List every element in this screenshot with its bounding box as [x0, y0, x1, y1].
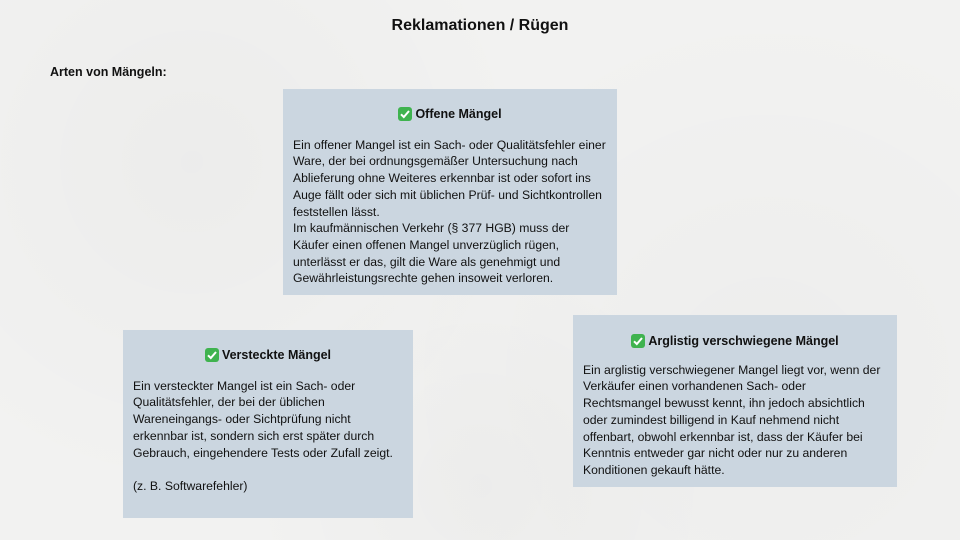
- card-paragraph: (z. B. Softwarefehler): [133, 478, 248, 493]
- card-body: [293, 137, 607, 287]
- check-mark-icon: [631, 334, 645, 348]
- slide-title: Reklamationen / Rügen: [391, 17, 569, 34]
- card-offene-maengel: [283, 89, 617, 295]
- check-mark-icon: [205, 348, 219, 362]
- card-paragraph: Im kaufmännischen Verkehr (§ 377 HGB) muss der Käufer einen offenen Mangel unverzüglich rügen, unterlässt er das, gilt die Ware als genehmigt und Gewährleistungsrechte gehen insoweit verloren.: [293, 221, 570, 286]
- card-heading: Arglistig verschwiegene Mängel: [648, 334, 839, 348]
- card-header: [583, 333, 887, 350]
- card-paragraph: Ein versteckter Mangel ist ein Sach- oder Qualitätsfehler, der bei der üblichen Wareneingangs- oder Sichtprüfung nicht erkennbar ist, sondern sich erst später durch Gebrauch, eingehendere Tests oder Zufall zeigt.: [133, 378, 393, 460]
- card-heading: Versteckte Mängel: [221, 348, 332, 362]
- card-paragraph: Ein offener Mangel ist ein Sach- oder Qualitätsfehler einer Ware, der bei ordnungsgemäßer Untersuchung nach Ablieferung ohne Weiteres erkennbar ist oder sofort ins Auge fällt oder sich mit üblichen Prüf- und Sichtkontrollen feststellen lässt.: [293, 137, 606, 219]
- card-body: [133, 378, 403, 495]
- card-heading: Offene Mängel: [415, 107, 502, 121]
- card-body: [583, 362, 887, 479]
- card-versteckte-maengel: [123, 330, 413, 518]
- card-header: [293, 106, 607, 123]
- section-subtitle: Arten von Mängeln:: [50, 65, 167, 79]
- card-arglistig-verschwiegene-maengel: [573, 315, 897, 487]
- card-paragraph: Ein arglistig verschwiegener Mangel liegt vor, wenn der Verkäufer einen vorhandenen Sach- oder Rechtsmangel bewusst kennt, ihn jedoch absichtlich oder zumindest billigend in Kauf nehmend nicht offenbart, obwohl erkennbar ist, dass der Käufer bei Kenntnis entweder gar nicht oder nur zu anderen Konditionen gekauft hätte.: [583, 362, 881, 477]
- card-header: [133, 347, 403, 364]
- check-mark-icon: [398, 107, 412, 121]
